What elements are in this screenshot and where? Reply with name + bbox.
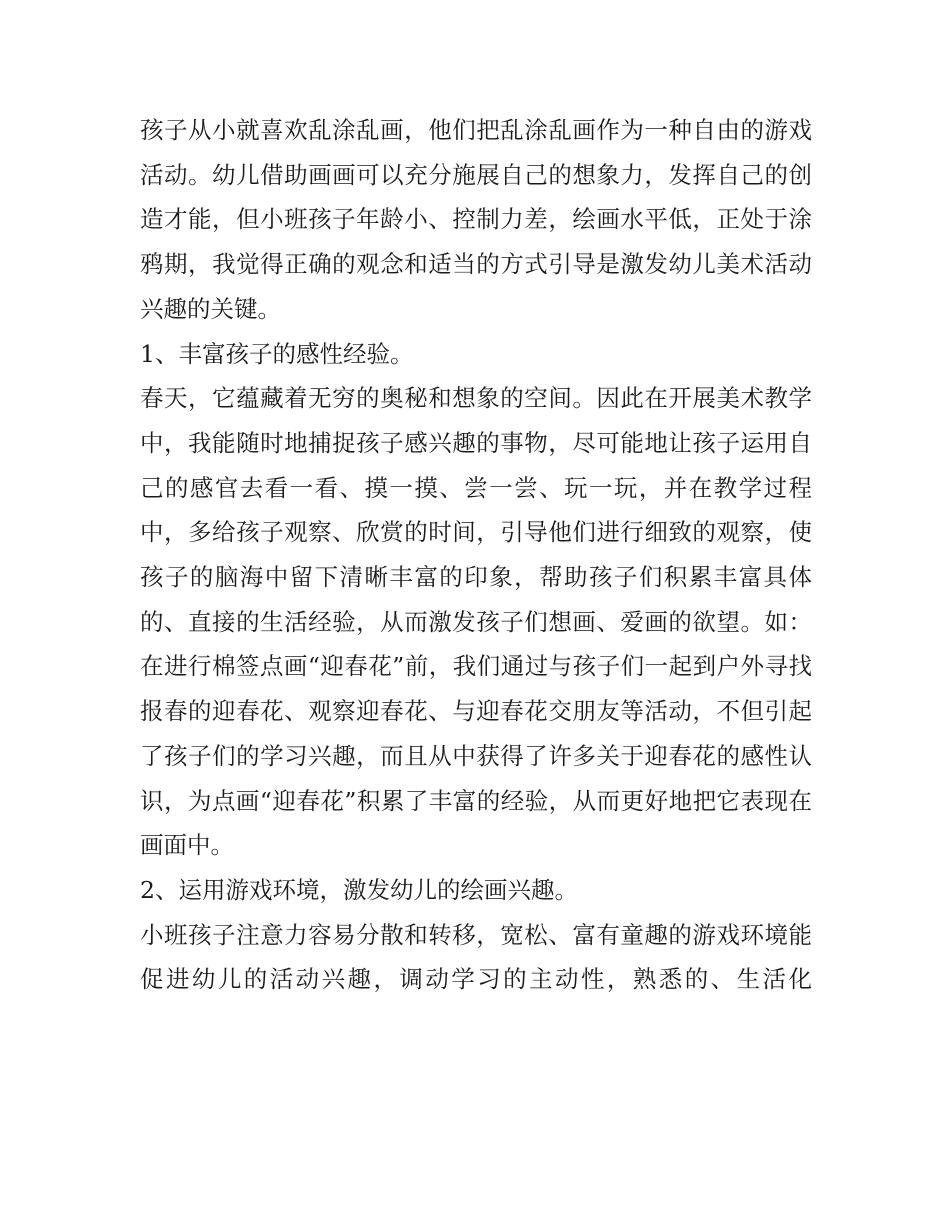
section-heading-2: 2、运用游戏环境，激发幼儿的绘画兴趣。	[140, 875, 578, 904]
intro-paragraph: 孩子从小就喜欢乱涂乱画，他们把乱涂乱画作为一种自由的游戏活动。幼儿借助画画可以充分施展自己的想象力，发挥自己的创造才能，但小班孩子年龄小、控制力差，绘画水平低，正处于涂鸦期，我觉得正确的观念和适当的方式引导是激发幼儿美术活动兴趣的关键。	[140, 116, 812, 323]
document-body	[140, 108, 812, 1002]
section-1-paragraph: 春天，它蕴藏着无穷的奥秘和想象的空间。因此在开展美术教学中，我能随时地捕捉孩子感兴趣的事物，尽可能地让孩子运用自己的感官去看一看、摸一摸、尝一尝、玩一玩，并在教学过程中，多给孩子观察、欣赏的时间，引导他们进行细致的观察，使孩子的脑海中留下清晰丰富的印象，帮助孩子们积累丰富具体的、直接的生活经验，从而激发孩子们想画、爱画的欲望。如：在进行棉签点画“迎春花”前，我们通过与孩子们一起到户外寻找报春的迎春花、观察迎春花、与迎春花交朋友等活动，不但引起了孩子们的学习兴趣，而且从中获得了许多关于迎春花的感性认识，为点画“迎春花”积累了丰富的经验，从而更好地把它表现在画面中。	[140, 384, 812, 860]
section-heading-1: 1、丰富孩子的感性经验。	[140, 339, 414, 368]
section-2-paragraph: 小班孩子注意力容易分散和转移，宽松、富有童趣的游戏环境能促进幼儿的活动兴趣，调动学习的主动性，熟悉的、生活化	[140, 920, 812, 994]
